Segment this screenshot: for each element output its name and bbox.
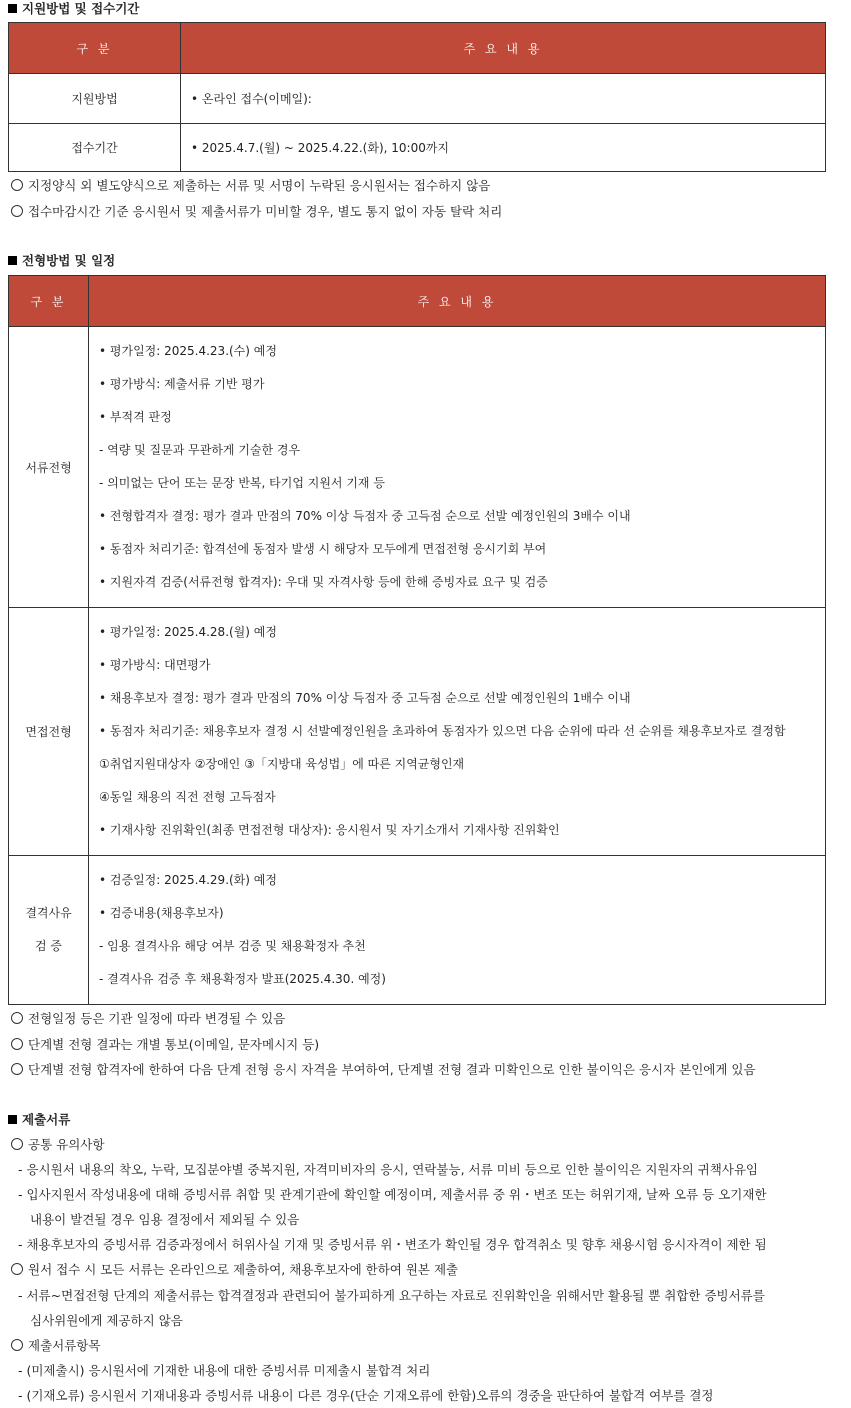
- note-item: [8, 199, 843, 225]
- content-line: • 기재사항 진위확인(최종 면접전형 대상자): 응시원서 및 자기소개서 기재사항 진위확인: [99, 823, 560, 837]
- section3-title-text: 제출서류: [22, 1111, 71, 1127]
- table1-row-label: 지원방법: [9, 74, 181, 124]
- note-item: [8, 1032, 843, 1058]
- section2-title: [8, 252, 843, 270]
- note-text: 접수마감시간 기준 응시원서 및 제출서류가 미비할 경우, 별도 통지 없이 자동 탈락 처리: [28, 203, 503, 219]
- doc-sub-item: - 채용후보자의 증빙서류 검증과정에서 허위사실 기재 및 증빙서류 위・변조가 확인될 경우 합격취소 및 향후 채용시험 응시자격이 제한 됨: [18, 1237, 767, 1252]
- doc-sub-item: - 응시원서 내용의 착오, 누락, 모집분야별 중복지원, 자격미비자의 응시, 연락불능, 서류 미비 등으로 인한 불이익은 지원자의 귀책사유임: [18, 1162, 759, 1177]
- content-line: • 부적격 판정: [99, 410, 172, 424]
- content-line: • 지원자격 검증(서류전형 합격자): 우대 및 자격사항 등에 한해 증빙자료 요구 및 검증: [99, 575, 548, 589]
- content-line: • 전형합격자 결정: 평가 결과 만점의 70% 이상 득점자 중 고득점 순으로 선발 예정인원의 3배수 이내: [99, 509, 631, 523]
- content-line: - 역량 및 질문과 무관하게 기술한 경우: [99, 443, 301, 457]
- doc-sub-item: - 입사지원서 작성내용에 대해 증빙서류 취합 및 관계기관에 확인할 예정이며, 제출서류 중 위・변조 또는 허위기재, 날짜 오류 등 오기재한: [18, 1187, 767, 1202]
- content-line: • 동점자 처리기준: 합격선에 동점자 발생 시 해당자 모두에게 면접전형 응시기회 부여: [99, 542, 547, 556]
- application-table: [8, 22, 826, 172]
- content-line: - 임용 결격사유 해당 여부 검증 및 채용확정자 추천: [99, 939, 366, 953]
- table1-row-content: • 2025.4.7.(월) ~ 2025.4.22.(화), 10:00까지: [181, 124, 826, 172]
- circle-bullet-icon: [11, 1339, 23, 1351]
- note-text: 단계별 전형 합격자에 한하여 다음 단계 전형 응시 자격을 부여하여, 단계별 전형 결과 미확인으로 인한 불이익은 응시자 본인에게 있음: [28, 1062, 756, 1077]
- table2-header-category: 구 분: [9, 276, 89, 327]
- table2-row-label: 면접전형: [9, 608, 89, 856]
- circle-bullet-icon: [11, 179, 23, 191]
- table2-header-content: 주 요 내 용: [89, 276, 826, 327]
- note-item: [8, 1057, 843, 1083]
- table2-row-content: [89, 327, 826, 608]
- doc-sub-item: - (기재오류) 응시원서 기재내용과 증빙서류 내용이 다른 경우(단순 기재오류에 한함)오류의 경중을 판단하여 불합격 여부를 결정: [18, 1388, 714, 1403]
- section2-title-text: 전형방법 및 일정: [22, 253, 116, 268]
- doc-heading-text: 원서 접수 시 모든 서류는 온라인으로 제출하여, 채용후보자에 한하여 원본 제출: [28, 1262, 459, 1277]
- table1-header-content: 주 요 내 용: [181, 23, 826, 74]
- note-text: 단계별 전형 결과는 개별 통보(이메일, 문자메시지 등): [28, 1036, 320, 1052]
- content-line: • 평가방식: 제출서류 기반 평가: [99, 377, 265, 391]
- content-line: - 의미없는 단어 또는 문장 반복, 타기업 지원서 기재 등: [99, 476, 385, 490]
- content-line: ④동일 채용의 직전 전형 고득점자: [99, 790, 276, 804]
- table1-row-content: • 온라인 접수(이메일):: [181, 74, 826, 124]
- doc-heading-text: 공통 유의사항: [28, 1136, 105, 1152]
- section1-title-text: 지원방법 및 접수기간: [22, 1, 140, 16]
- circle-bullet-icon: [11, 1012, 23, 1024]
- note-item: [8, 173, 843, 199]
- note-item: [8, 1006, 843, 1032]
- content-line: • 평가일정: 2025.4.28.(월) 예정: [99, 625, 277, 639]
- circle-bullet-icon: [11, 1038, 23, 1050]
- section3-title: [8, 1111, 843, 1129]
- doc-sub-item: - 서류~면접전형 단계의 제출서류는 합격결정과 관련되어 불가피하게 요구하는 자료로 진위확인을 위해서만 활용될 뿐 취합한 증빙서류를: [18, 1287, 765, 1303]
- table1-row-label: 접수기간: [9, 124, 181, 172]
- content-line: • 평가일정: 2025.4.23.(수) 예정: [99, 344, 277, 358]
- section1-title: [8, 0, 843, 18]
- content-line: • 동점자 처리기준: 채용후보자 결정 시 선발예정인원을 초과하여 동점자가 있으면 다음 순위에 따라 선 순위를 채용후보자로 결정함: [99, 724, 786, 738]
- selection-table: [8, 275, 826, 1005]
- table2-row-content: [89, 608, 826, 856]
- circle-bullet-icon: [11, 205, 23, 217]
- table2-row-label: [9, 856, 89, 1005]
- doc-heading-text: 제출서류항목: [28, 1337, 101, 1353]
- content-line: • 평가방식: 대면평가: [99, 658, 211, 672]
- content-line: ①취업지원대상자 ②장애인 ③「지방대 육성법」에 따른 지역균형인재: [99, 757, 465, 771]
- label-line: 결격사유: [25, 906, 72, 920]
- content-line: • 채용후보자 결정: 평가 결과 만점의 70% 이상 득점자 중 고득점 순으로 선발 예정인원의 1배수 이내: [99, 691, 631, 705]
- table1-header-category: 구 분: [9, 23, 181, 74]
- doc-sub-item: 내용이 발견될 경우 임용 결정에서 제외될 수 있음: [30, 1212, 300, 1227]
- note-text: 지정양식 외 별도양식으로 제출하는 서류 및 서명이 누락된 응시원서는 접수하지 않음: [28, 178, 491, 193]
- doc-heading: [8, 1257, 843, 1283]
- circle-bullet-icon: [11, 1138, 23, 1150]
- doc-sub-item: - (미제출시) 응시원서에 기재한 내용에 대한 증빙서류 미제출시 불합격 처리: [18, 1363, 431, 1378]
- circle-bullet-icon: [11, 1063, 23, 1075]
- content-line: - 결격사유 검증 후 채용확정자 발표(2025.4.30. 예정): [99, 972, 386, 986]
- square-bullet-icon: [8, 1115, 17, 1124]
- content-line: • 검증내용(채용후보자): [99, 906, 224, 920]
- note-text: 전형일정 등은 기관 일정에 따라 변경될 수 있음: [28, 1011, 286, 1026]
- doc-heading: [8, 1132, 843, 1158]
- table2-row-label: 서류전형: [9, 327, 89, 608]
- square-bullet-icon: [8, 4, 17, 13]
- content-line: • 검증일정: 2025.4.29.(화) 예정: [99, 873, 277, 887]
- circle-bullet-icon: [11, 1263, 23, 1275]
- doc-heading: [8, 1333, 843, 1359]
- doc-sub-item: 심사위원에게 제공하지 않음: [30, 1312, 183, 1328]
- label-line: 검 증: [35, 939, 62, 953]
- table2-row-content: [89, 856, 826, 1005]
- square-bullet-icon: [8, 256, 17, 265]
